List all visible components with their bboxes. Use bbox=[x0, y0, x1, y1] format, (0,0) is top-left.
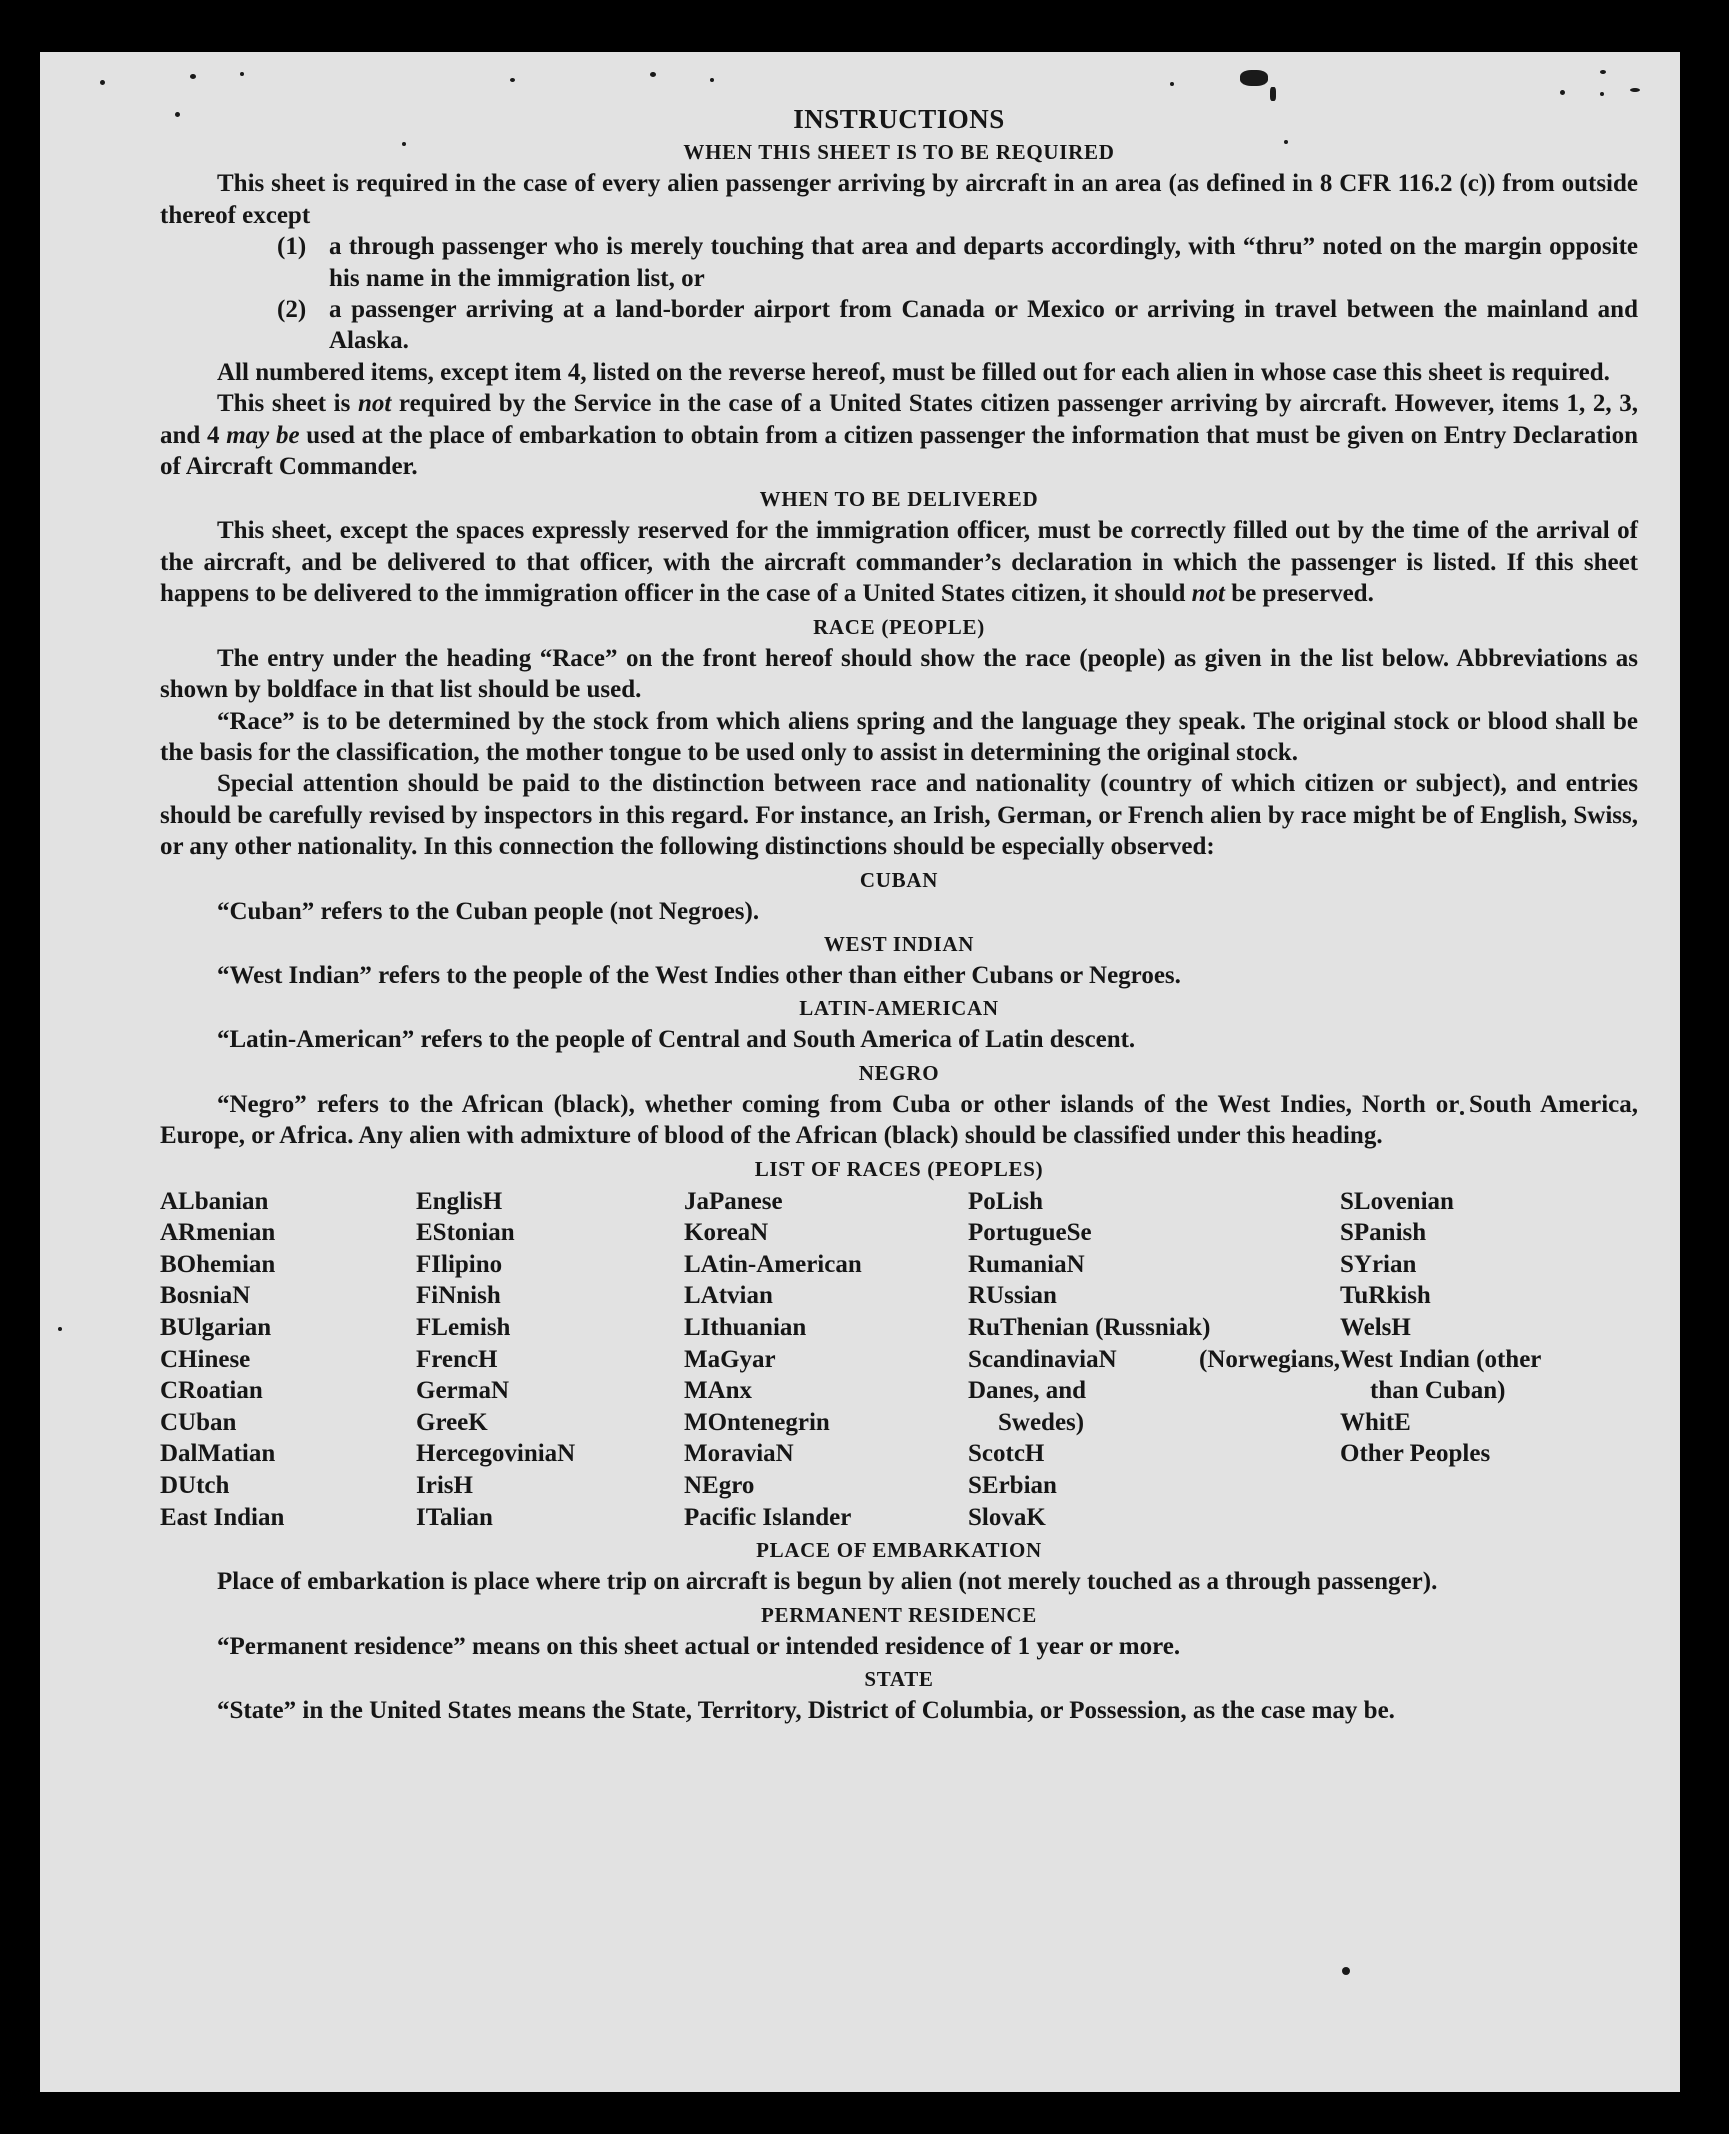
race-item: BUlgarian bbox=[160, 1313, 272, 1341]
heading-west-indian: WEST INDIAN bbox=[823, 931, 975, 956]
race-item: RUssian bbox=[968, 1282, 1057, 1310]
race-item: JaPanese bbox=[684, 1187, 783, 1215]
heading-latin-american: LATIN-AMERICAN bbox=[799, 996, 999, 1021]
race-item: FLemish bbox=[416, 1313, 511, 1341]
race-item-scandinavian-continued: Swedes) bbox=[998, 1408, 1085, 1436]
race-paragraph-3: Special attention should be paid to the distinction between race and nationality (country of which citizen or subject), and entries should be carefully revised by inspectors in this regard. For instance, an Irish, German, or French alien by race might be of English, Swiss, or any other nationality. In this connection the following distinctions should be especially observed: bbox=[160, 770, 1638, 861]
race-item: SPanish bbox=[1340, 1219, 1427, 1247]
race-item: SErbian bbox=[968, 1471, 1057, 1499]
exception-item bbox=[160, 231, 1638, 294]
race-item: East Indian bbox=[160, 1503, 285, 1531]
heading-list-of-races: LIST OF RACES (PEOPLES) bbox=[754, 1156, 1044, 1181]
race-item: MoraviaN bbox=[684, 1440, 794, 1468]
item-text: a through passenger who is merely touching that area and departs accordingly, with “thru” noted on the margin opposite his name in the immigration list, or bbox=[329, 233, 1638, 292]
race-item: WelsH bbox=[1340, 1313, 1411, 1341]
race-item: NEgro bbox=[684, 1471, 755, 1499]
cuban-definition: “Cuban” refers to the Cuban people (not Negroes). bbox=[217, 897, 760, 925]
exception-item bbox=[160, 294, 1638, 357]
race-item: FIlipino bbox=[416, 1250, 503, 1278]
race-item: ScotcH bbox=[968, 1440, 1045, 1468]
race-item: Pacific Islander bbox=[684, 1503, 852, 1531]
west-indian-definition: “West Indian” refers to the people of the West Indies other than either Cubans or Negroes. bbox=[217, 961, 1181, 989]
races-column-1 bbox=[160, 1186, 416, 1534]
race-paragraph-1: The entry under the heading “Race” on the front hereof should show the race (people) as given in the list below. Abbreviations as shown by boldface in that list should be used. bbox=[160, 644, 1638, 704]
race-item: DUtch bbox=[160, 1471, 230, 1499]
document-title: INSTRUCTIONS bbox=[793, 104, 1005, 134]
heading-when-required: WHEN THIS SHEET IS TO BE REQUIRED bbox=[683, 140, 1115, 165]
heading-when-delivered: WHEN TO BE DELIVERED bbox=[759, 487, 1039, 512]
races-column-3 bbox=[684, 1186, 968, 1534]
required-intro: This sheet is required in the case of every alien passenger arriving by aircraft in an area (as defined in 8 CFR 116.2 (c)) from outside thereof except bbox=[160, 170, 1638, 229]
heading-place-of-embarkation: PLACE OF EMBARKATION bbox=[756, 1538, 1042, 1563]
race-item: MAnx bbox=[684, 1377, 753, 1405]
race-item-west-indian: West Indian (other bbox=[1340, 1345, 1542, 1373]
race-item: GermaN bbox=[416, 1377, 510, 1405]
race-item: PortugueSe bbox=[968, 1219, 1092, 1247]
race-item-scandinavian: ScandinaviaN (Norwegians, Danes, and bbox=[968, 1345, 1340, 1405]
race-item: FrencH bbox=[416, 1345, 498, 1373]
delivery-paragraph: This sheet, except the spaces expressly reserved for the immigration officer, must be correctly filled out by the time of the arrival of the aircraft, and be delivered to that officer, with the aircraft commander’s declaration in which the passenger is listed. If this sheet happens to be delivered to the immigration officer in the case of a United States citizen, it should not be preserved. bbox=[160, 517, 1638, 608]
race-item: KoreaN bbox=[684, 1219, 769, 1247]
race-item: LIthuanian bbox=[684, 1313, 807, 1341]
race-item-west-indian-continued: than Cuban) bbox=[1370, 1377, 1506, 1405]
item-text: a passenger arriving at a land-border airport from Canada or Mexico or arriving in travel between the mainland and Alaska. bbox=[329, 296, 1638, 355]
race-item: LAtvian bbox=[684, 1282, 773, 1310]
instructions-content bbox=[160, 104, 1638, 1726]
race-item: WhitE bbox=[1340, 1408, 1411, 1436]
state-definition: “State” in the United States means the State, Territory, District of Columbia, or Possession, as the case may be. bbox=[217, 1696, 1395, 1724]
heading-permanent-residence: PERMANENT RESIDENCE bbox=[760, 1602, 1038, 1627]
race-item: Other Peoples bbox=[1340, 1440, 1491, 1468]
race-item: LAtin-American bbox=[684, 1250, 862, 1278]
citizen-paragraph: This sheet is not required by the Service in the case of a United States citizen passenger arriving by aircraft. However, items 1, 2, 3, and 4 may be used at the place of embarkation to obtain from a citizen passenger the information that must be given on Entry Declaration of Aircraft Commander. bbox=[160, 390, 1639, 481]
race-paragraph-2: “Race” is to be determined by the stock from which aliens spring and the language they speak. The original stock or blood shall be the basis for the classification, the mother tongue to be used only to assist in determining the original stock. bbox=[160, 707, 1638, 766]
races-list bbox=[160, 1186, 1638, 1534]
race-item: ARmenian bbox=[160, 1219, 276, 1247]
negro-definition: “Negro” refers to the African (black), whether coming from Cuba or other islands of the West Indies, North or South America, Europe, or Africa. Any alien with admixture of blood of the African (black) should be classified under this heading. bbox=[160, 1090, 1638, 1150]
race-item: SlovaK bbox=[968, 1503, 1046, 1531]
heading-race: RACE (PEOPLE) bbox=[813, 614, 985, 639]
race-item: RumaniaN bbox=[968, 1250, 1085, 1278]
heading-negro: NEGRO bbox=[858, 1060, 940, 1085]
race-item: SLovenian bbox=[1340, 1187, 1454, 1215]
race-item: MOntenegrin bbox=[684, 1408, 830, 1436]
race-item: ITalian bbox=[416, 1503, 493, 1531]
race-item: PoLish bbox=[968, 1187, 1044, 1215]
race-item: BOhemian bbox=[160, 1250, 276, 1278]
race-item: IrisH bbox=[416, 1471, 473, 1499]
race-item: TuRkish bbox=[1340, 1282, 1431, 1310]
latin-american-definition: “Latin-American” refers to the people of Central and South America of Latin descent. bbox=[217, 1026, 1136, 1054]
race-item: CHinese bbox=[160, 1345, 251, 1373]
heading-cuban: CUBAN bbox=[859, 867, 939, 892]
embarkation-definition: Place of embarkation is place where trip on aircraft is begun by alien (not merely touched as a through passenger). bbox=[217, 1568, 1438, 1596]
race-item: HercegoviniaN bbox=[416, 1440, 576, 1468]
race-item: EnglisH bbox=[416, 1187, 503, 1215]
race-item: EStonian bbox=[416, 1219, 515, 1247]
race-item: MaGyar bbox=[684, 1345, 776, 1373]
item-number: (2) bbox=[277, 296, 307, 324]
residence-definition: “Permanent residence” means on this sheet actual or intended residence of 1 year or more. bbox=[217, 1632, 1181, 1660]
heading-state: STATE bbox=[864, 1666, 934, 1691]
races-column-5 bbox=[1340, 1186, 1638, 1534]
race-item: DalMatian bbox=[160, 1440, 276, 1468]
race-item: CUban bbox=[160, 1408, 237, 1436]
document-page bbox=[40, 52, 1680, 2092]
race-item: SYrian bbox=[1340, 1250, 1417, 1278]
numbered-items-paragraph: All numbered items, except item 4, listed on the reverse hereof, must be filled out for each alien in whose case this sheet is required. bbox=[217, 358, 1610, 386]
races-column-2 bbox=[416, 1186, 684, 1534]
races-column-4 bbox=[968, 1186, 1340, 1534]
race-item: RuThenian (Russniak) bbox=[968, 1313, 1211, 1341]
item-number: (1) bbox=[277, 233, 307, 261]
race-item: BosniaN bbox=[160, 1282, 251, 1310]
race-item: FiNnish bbox=[416, 1282, 501, 1310]
race-item: GreeK bbox=[416, 1408, 488, 1436]
race-item: CRoatian bbox=[160, 1377, 263, 1405]
race-item: ALbanian bbox=[160, 1187, 269, 1215]
